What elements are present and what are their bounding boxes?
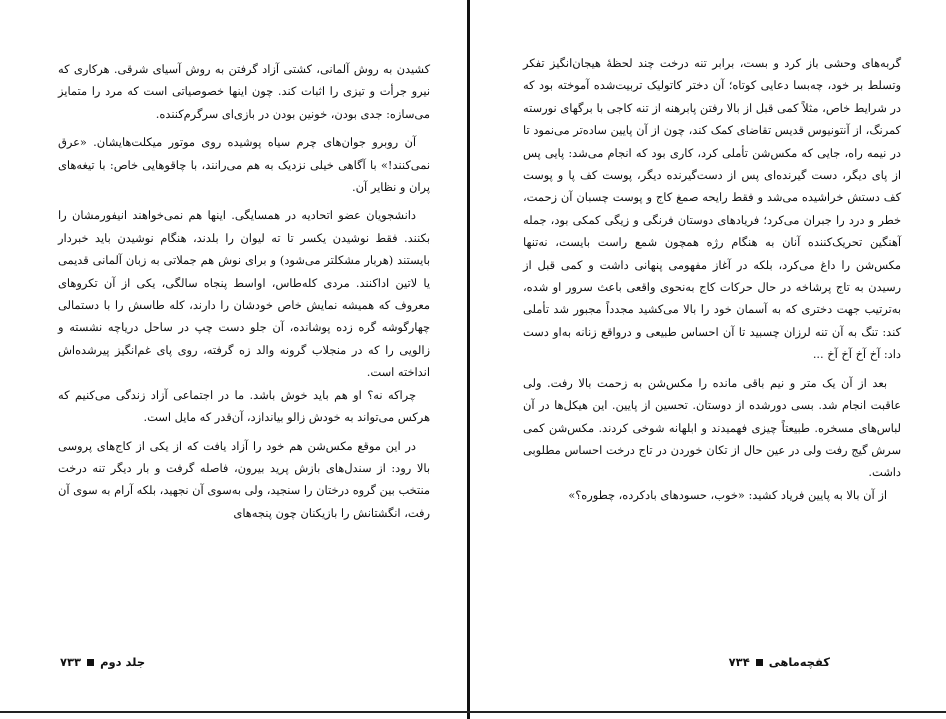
volume-label: جلد دوم [100, 655, 146, 669]
right-page-text [523, 52, 901, 506]
book-title: کفچه‌ماهی [768, 655, 830, 669]
left-page-footer [60, 655, 145, 669]
bottom-edge-rule [0, 711, 946, 713]
paragraph: آن روبرو جوان‌های چرم سیاه پوشیده روی موتور میکلت‌هایشان. «عرق نمی‌کنند!» با آگاهی خیلی نزدیک به هم می‌رانند، با چاقوهایی خاص: با تیغه‌های پران و نظایر آن. [58, 135, 430, 195]
paragraph: گربه‌های وحشی باز کرد و بست، برابر تنه درخت چند لحظهٔ هیجان‌انگیز تفکر وتسلط بر خود، چه‌بسا دعایی کوتاه؛ آن دختر کاتولیک تربیت‌شده آموخته بود که در شرایط خاص، مثلاً کمی قبل از بالا رفتن پابرهنه از تنه کاجی با برگهای نورسته کمرنگ، از آنتونیوس قدیس تقاضای کمک کند، چون از آن پایین ساده‌تر می‌نمود تا در نیمه راه، جایی که مکس‌شن تأملی کرد، کاری بود که انجام می‌شد: پایی پس از پای دیگر، دست گیرنده‌ای پس از دست‌گیرنده دیگر، پوست کف پا و پوست کف دستش خراشیده می‌شد و فقط رایحه صمغ کاج و پوست چسبان آن زحمت، خطر و درد را جبران می‌کرد؛ فریادهای دوستان فرنگی و زیگی کمکی بود، جمله آهنگین تحریک‌کننده آنان به هنگام رژه همچون شمع راست بایست، نه‌تنها مکس‌شن را داغ می‌کرد، بلکه در آغاز مفهومی پنهانی داشت و کمی قبل از رسیدن به تاج پرشاخه در حال حرکات کاج به‌نحوی واقعی باعث سرور او شده، به‌ترتیب جهت دختری که به آسمان خود را بالا می‌کشید مجدداً مجبور شد تأملی کند: تنگ به آن تنه لرزان چسبید تا آن احساس طبیعی و درواقع زنانه به‌او دست داد: آخ آخ آخ آخ ... [523, 56, 901, 362]
right-page-footer [729, 655, 830, 669]
left-page [0, 0, 468, 719]
square-bullet-icon [756, 659, 763, 666]
page-number: ۷۳۴ [728, 655, 750, 669]
paragraph: کشیدن به روش آلمانی، کشتی آزاد گرفتن به روش آسیای شرقی. هرکاری که نیرو جرأت و تیزی را اثبات کند. چون اینها خصوصیاتی است که مرد را متمایز می‌سازه: جدی بودن، خونین بودن در بازی‌ای سرگرم‌کننده. [58, 62, 430, 121]
right-page [470, 0, 946, 719]
paragraph: در این موقع مکس‌شن هم خود را آزاد یافت که از یکی از کاج‌های پروسی بالا رود: از سندل‌های بازش پرید بیرون، فاصله گرفت و بار دیگر تنه درخت منتخب بین گروه درختان را سنجید، ولی به‌سوی آن نجهید، بلکه آرام به سوی آن رفت، انگشتانش را بازیکنان چون پنجه‌های [58, 438, 430, 520]
paragraph: از آن بالا به پایین فریاد کشید: «خوب، حسودهای بادکرده، چطوره؟» [568, 487, 887, 502]
paragraph: دانشجویان عضو اتحادیه در همسایگی. اینها هم نمی‌خواهند انیفورمشان را بکنند. فقط نوشیدن یکسر تا ته لیوان را بلدند، هنگام نوشیدن باید خبردار بایستند (هربار مشکلتر می‌شود) و برای نوش هم جملاتی به زبان آلمانی قدیمی یا لاتین اداکنند. مردی کله‌طاس، اواسط پنجاه سالگی، یکی از آن تکروهای معروف که همیشه نمایش خاص خودشان را دارند، کله طاسش را با دستمالی چهارگوشه گره زده پوشانده، آن جلو دست چپ در ساحل دریاچه نشسته و زالویی را که در منجلاب گرونه والد زه گرفته، روی پای غم‌انگیز پیرشده‌اش انداخته است. [58, 208, 430, 380]
left-page-text [58, 58, 430, 524]
paragraph: بعد از آن یک متر و نیم باقی مانده را مکس‌شن به زحمت بالا رفت. ولی عاقبت انجام شد. بسی دورشده از دوستان. تحسین از پایین. این هیکل‌ها در آن لباس‌های مسخره. طبیعتاً چیزی فهمیدند و ابلهانه شوخی کردند. مکس‌شن کمی سرش گیج رفت ولی در عین حال از تکان خوردن در تاج درخت احساس مطلوبی داشت. [523, 375, 901, 480]
page-number: ۷۳۳ [60, 655, 82, 669]
paragraph: چراکه نه؟ او هم باید خوش باشد. ما در اجتماعی آزاد زندگی می‌کنیم که هرکس می‌تواند به خودش زالو بیاندازد، آن‌قدر که مایل است. [58, 387, 430, 425]
square-bullet-icon [87, 659, 94, 666]
